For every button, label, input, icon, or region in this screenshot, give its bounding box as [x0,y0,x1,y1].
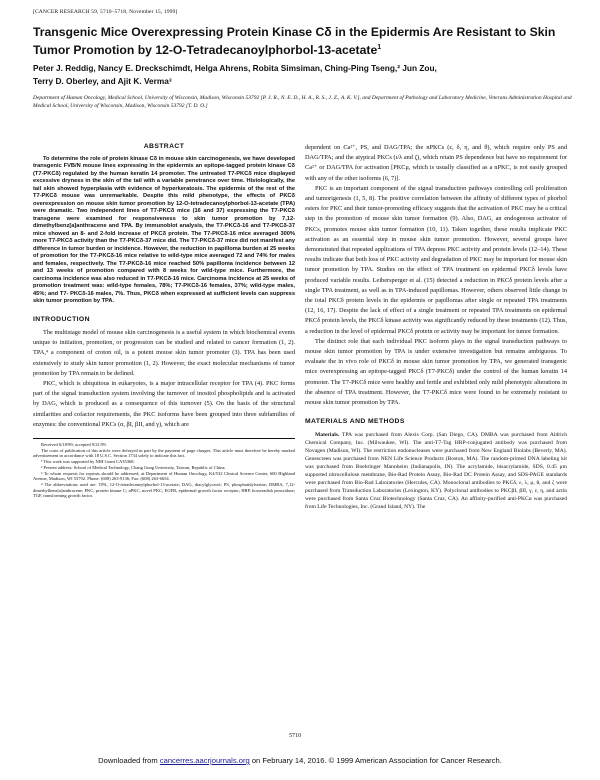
abstract-heading: ABSTRACT [143,143,185,150]
footnote-costs: The costs of publication of this article were defrayed in part by the payment of page charges. This article must therefore be hereby marked advertisement in accordance with 18 U.S.C. Section 1734 solely to indicate this fact. [33,447,295,459]
introduction-paragraph-1: The multistage model of mouse skin carcinogenesis is a useful system in which biochemical events unique to initiation, promotion, or progression can be studied and related to cancer formation (1, 2). TPA,⁴ a component of croton oil, is a potent mouse skin tumor promoter (3). TPA has been used extensively to study skin tumor promotion (1, 2). However, the exact molecular mechanisms of tumor promotion by TPA remain to be defined. [33,329,295,377]
footnote-4: ⁴ The abbreviations used are: TPA, 12-O-tetradecanoylphorbol-13-acetate; DAG, diacylglycerol; PS, phosphatidylserine; DMBA, 7,12-dimethylbenz[a]anthracene; PKC, protein kinase C; nPKC, novel PKC; EGFR, epidermal growth factor receptor; HRP, horseradish peroxidase; TGF, transforming growth factor. [33,481,295,499]
author-list [33,62,573,88]
materials-heading: MATERIALS AND METHODS [305,418,405,426]
download-footer [0,756,600,765]
abstract-body: To determine the role of protein kinase Cδ in mouse skin carcinogenesis, we have developed transgenic FVB/N mouse lines expressing in the epidermis an epitope-tagged protein kinase Cδ (T7-PKCδ) regulated by the human keratin 14 promoter. The untreated T7-PKCδ mice displayed excessive dryness in the skin of the tail with a variable penetrance over time. Histologically, the tail skin showed hyperplasia with evidence of hyperkeratosis. The epidermis of the rest of the T7-PKCδ mouse was unremarkable. Despite this mild phenotype, the effects of PKCδ overexpression on mouse skin tumor promotion by 12-O-tetradecanoylphorbol-13-acetate (TPA) were dramatic. Two independent lines of T7-PKCδ mice (16 and 37) expressing the T7-PKCδ transgene were examined for responsiveness to skin tumor promotion by 7,12-dimethylbenz[a]anthracene and TPA. By immunoblot analysis, the T7-PKCδ-16 and T7-PKCδ-37 mice showed an 8- and 2-fold increase of PKCδ protein. The T7-PKCδ-16 mice averaged 300% more T7-PKCδ activity than the T7-PKCδ-37 mice did. The T7-PKCδ-37 mice did not manifest any difference in tumor burden or incidence. However, the reduction in papilloma burden at 25 weeks of promotion for the T7-PKCδ-16 mice relative to wild-type mice averaged 72 and 74% for males and females, respectively. The T7-PKCδ-16 mice reached 50% papilloma incidence between 12 and 13 weeks of promotion compared with 8 weeks for wild-type mice. Furthermore, the carcinoma incidence was also reduced in T7-PKCδ-16 mice. Carcinoma incidence at 25 weeks of promotion treatment was: wild-type females, 78%; T7-PKCδ-16 females, 37%; wild-type males, 45%; and T7- PKCδ-16 males, 7%. Thus, PKCδ when expressed at sufficient levels can suppress skin tumor promotion by TPA. [33,155,295,304]
title-footnote-mark: 1 [377,44,382,51]
journal-header: [CANCER RESEARCH 59, 5710–5718, November 15, 1999] [33,9,178,15]
article-title-text: Transgenic Mice Overexpressing Protein Kinase Cδ in the Epidermis Are Resistant to Skin Tumor Promotion by 12-O-Tetradecanoylphorbol-13-acetate [33,25,556,58]
download-prefix: Downloaded from [98,756,160,765]
footnotes [33,438,295,499]
materials-text: TPA was purchased from Alexis Corp. (San Diego, CA). DMBA was purchased from Aldrich Chemical Company, Inc. (Milwaukee, WI). The anti-T7-Tag HRP-conjugated antibody was purchased from Novagen (Madison, WI). The restriction endonucleases were purchased from New England Biolabs (Beverly, MA). Genescreen was purchased from NEN Life Science Products (Boston, MA). The random-primed DNA labeling kit was purchased from Boehringer Mannheim (Indianapolis, IN). The acrylamide, bisacrylamide, SDS, 0.45 μm supported nitrocellulose membrane, Bio-Rad Protein Assay, Bio-Rad DC Protein Assay, and SDS-PAGE standards were purchased from Bio-Rad Laboratories (Hercules, CA). Monoclonal antibodies to PKCδ, ε, λ, μ, θ, and ζ were purchased from Transduction Laboratories (Lexington, KY). Polyclonal antibodies to PKCβI, βII, γ, ε, η, and actin were purchased from Santa Cruz Biotechnology (Santa Cruz, CA). An affinity-purified anti-PKCα was purchased from Life Technologies, Inc. (Grand Island, NY). The [305,431,567,510]
footnote-received: Received 6/18/99; accepted 9/21/99. [41,442,107,448]
right-paragraph-1: dependent on Ca²⁺, PS, and DAG/TPA; the nPKCs (ε, δ, η, and θ), which require only PS and DAG/TPA; and the atypical PKCs (ι/λ and ζ), which retain PS dependence but have no requirement for Ca²⁺ or DAG/TPA for activation [PKCμ, which is usually classified as a nPKC, is not easily grouped with any of the other isoforms (6, 7)]. [305,144,567,182]
page-number: 5710 [289,733,301,739]
author-line-2: Terry D. Oberley, and Ajit K. Verma³ [33,76,172,86]
footnote-2: ² Present address: School of Medical Technology, Chang Gung University, Taiwan, Republic of China. [41,464,226,470]
article-title [33,24,573,58]
footnote-3: ³ To whom requests for reprints should be addressed, at Department of Human Oncology, K4/532 Clinical Science Center, 600 Highland Avenue, Madison, WI 53792. Phone: (608) 263-9136; Fax: (608) 263-6654. [33,470,295,482]
author-line-1: Peter J. Reddig, Nancy E. Dreckschimdt, Helga Ahrens, Robita Simsiman, Ching-Ping Tseng,² Jun Zou, [33,63,437,73]
download-suffix: on February 14, 2016. © 1999 American Association for Cancer Research. [249,756,502,765]
footnote-1: ¹ This work was supported by NIH Grant CA35368. [41,459,135,465]
journal-link[interactable]: cancerres.aacrjournals.org [159,756,250,765]
left-column [33,143,295,499]
materials-lead: Materials. [315,431,340,438]
introduction-heading: INTRODUCTION [33,315,90,323]
right-column [305,143,567,511]
right-paragraph-2: PKC is an important component of the signal transduction pathways controlling cell proliferation and tumorigenesis (1, 5, 8). The positive correlation between the affinity of different types of phorbol esters for PKC and their tumor-promoting efficacy suggests that the activation of PKC may be a critical step in the promotion of mouse skin tumor formation (9). Also, DAG, an endogenous activator of PKCs, promotes mouse skin tumor formation (10, 11). Taken together, these results implicate PKC activation as an essential step in mouse skin tumor promotion. However, several groups have demonstrated that repeated applications of TPA depress PKC activity and protein levels (12–14). These results indicate that both loss of PKC activity and degradation of PKC may be important for mouse skin tumor promotion by TPA. Studies on the effect of TPA treatment on epidermal PKCδ levels have produced variable results. Leibersperger et al. (15) detected a reduction in PKCδ protein levels after a single TPA treatment, as well as in TPA-induced papillomas. However, others observed little change in the total PKCδ protein levels in the epidermis or papillomas after single or repeated TPA treatments (12, 16, 17). Despite the lack of effect of a single treatment or repeated TPA treatments on epidermal PKCδ protein levels, the PKCδ kinase activity was significantly reduced by these treatments (12). Thus, a reduction in the level of epidermal PKCδ protein or activity may be important for tumor formation. [305,184,568,335]
materials-body [305,431,567,511]
introduction-paragraph-2: PKC, which is ubiquitous in eukaryotes, is a major intracellular receptor for TPA (4). PKC forms part of the signal transduction system involving the turnover of inositol phospholipids and is activated by DAG, which is produced as a consequence of this turnover (5). On the basis of the structural similarities and cofactor requirements, the PKC isoforms have been grouped into three subfamilies of enzymes: the conventional PKCs (α, βI, βII, and γ), which are [33,380,295,428]
affiliation: Department of Human Oncology, Medical School, University of Wisconsin, Madison, Wisconsin 53792 [P. J. R., N. E. D., H. A., R. S., J. Z., A. K. V.], and Department of Pathology and Laboratory Medicine, Veterans Administration Hospital and Medical School, University of Wisconsin, Madison, Wisconsin 53792 [T. D. O.] [33,95,572,109]
right-paragraph-3: The distinct role that each individual PKC isoform plays in the signal transduction pathways to mouse skin tumor promotion by TPA is under extensive investigation but remains ambiguous. To evaluate the in vivo role of PKCδ in mouse skin tumor promotion by TPA, we generated transgenic mice overexpressing an epitope-tagged PKCδ (T7-PKCδ) under the control of the human keratin 14 promoter. The T7-PKCδ mice were healthy and fertile and exhibited only mild phenotypic alterations in the absence of TPA treatment. However, the T7-PKCδ mice were found to be extremely resistant to mouse skin tumor promotion by TPA. [305,337,567,407]
